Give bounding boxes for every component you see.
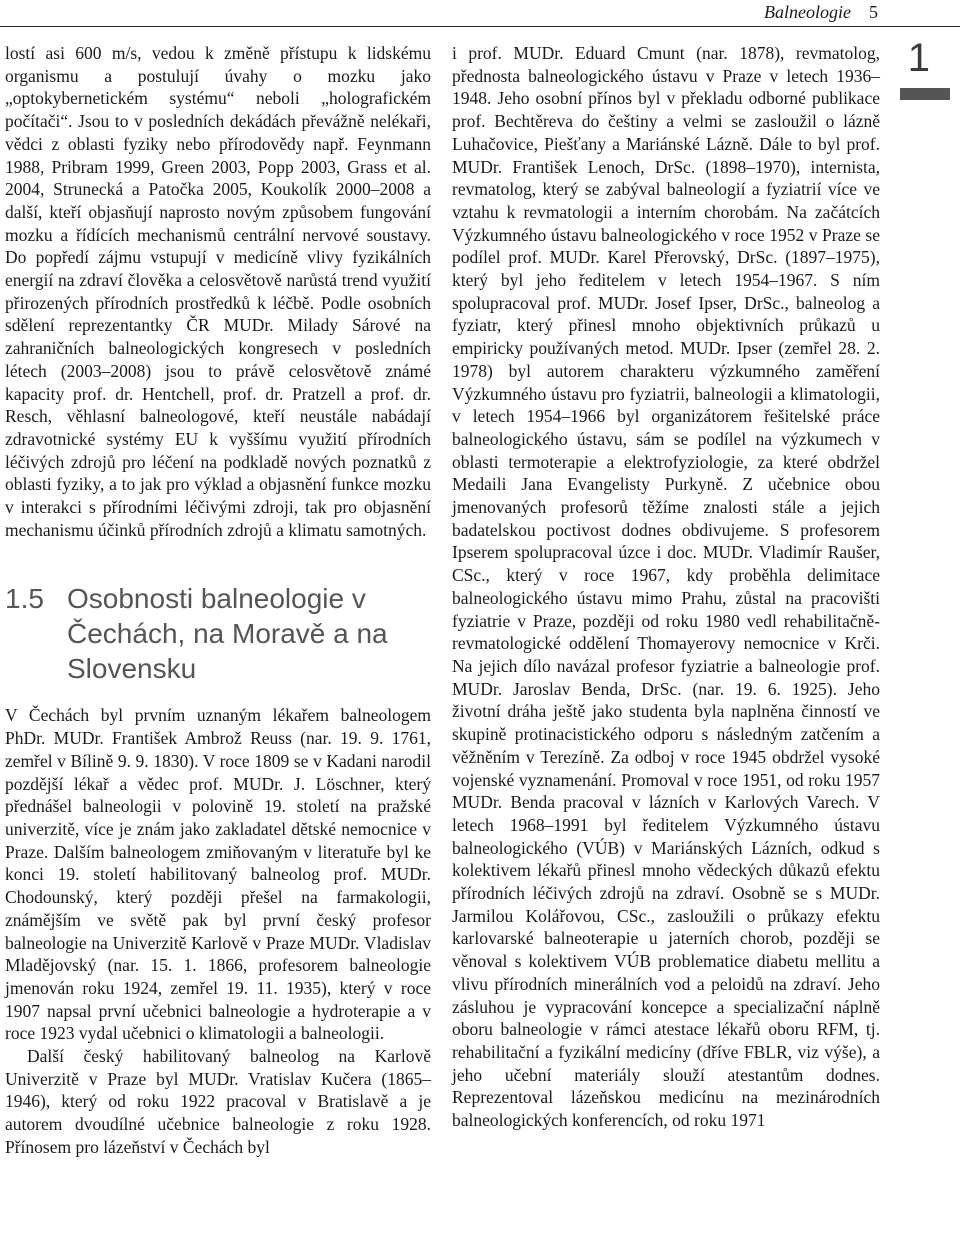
running-title: Balneologie <box>764 2 851 22</box>
body-paragraph: lostí asi 600 m/s, vedou k změně přístupu k lidskému organismu a postulují úvahy o mozku jako „optokybernetickém systému“ neboli „holografickém počítači“. Jsou to v posledních dekádách převážně nelékaři, vědci z oblasti fyziky nebo přírodovědy např. Feynmann 1988, Pribram 1999, Green 2003, Popp 2003, Grass et al. 2004, Strunecká a Patočka 2005, Koukolík 2000–2008 a další, kteří objasňují naprosto novým způsobem fungování mozku a řídících mechanismů centrální nervové soustavy. Do popředí zájmu vstupují v medicíně vlivy fyzikálních energií na zdraví člověka a celosvětově narůstá trend využití přirozených přírodních prostředků k léčbě. Podle osobních sdělení reprezentantky ČR MUDr. Milady Sárové na zahraničních balneologických kongresech v posledních létech (2003–2008) jsou to právě celosvětově známé kapacity prof. dr. Hentchell, prof. dr. Pratzell a prof. dr. Resch, věhlasní balneologové, kteří neustále nabádají zdravotnické systémy EU k vyššímu využití přírodních léčivých zdrojů pro léčení na podkladě nových poznatků z oblasti fyziky, a to jak pro výklad a objasnění funkce mozku v interakci s přírodními léčivými zdroji, tak pro objasnění mechanismu účinků přírodních zdrojů a klimatu samotných. <box>5 43 431 540</box>
chapter-tab-number: 1 <box>907 36 930 80</box>
section-heading <box>5 581 431 686</box>
page-number: 5 <box>869 2 878 22</box>
body-paragraph: i prof. MUDr. Eduard Cmunt (nar. 1878), revmatolog, přednosta balneologického ústavu v Praze v letech 1936–1948. Jeho osobní přínos byl v překladu odborné publikace prof. Bechtěreva do češtiny a velmi se zasloužil o lázně Luhačovice, Piešťany a Mariánské Lázně. Dále to byl prof. MUDr. František Lenoch, DrSc. (1898–1970), internista, revmatolog, který se zabýval balneologií a fyziatrií více ve vztahu k revmatologii a interním chorobám. Na začátcích Výzkumného ústavu balneologického v roce 1952 v Praze se podílel prof. MUDr. Karel Přerovský, DrSc. (1897–1975), který byl jeho ředitelem v letech 1954–1967. S ním spolupracoval prof. MUDr. Josef Ipser, DrSc., balneolog a fyziatr, který přinesl mnoho objektivních průkazů u empiricky používaných metod. MUDr. Ipser (zemřel 28. 2. 1978) byl autorem charakteru výzkumného zaměření Výzkumného ústavu pro fyziatrii, balneologii a klimatologii, v letech 1954–1966 byl organizátorem řešitelské práce balneologického ústavu, sám se podílel na výzkumech v oblasti termoterapie a elektrofyziologie, za které obdržel Medaili Jana Evangelisty Purkyně. Z učebnice obou jmenovaných profesorů těžíme znalosti stále a jejich badatelskou poctivost dodnes obdivujeme. S profesorem Ipserem spolupracoval úzce i doc. MUDr. Vladimír Raušer, CSc., který v roce 1967, kdy proběhla delimitace balneologického ústavu mimo Prahu, zůstal na pracovišti fyziatrie v Praze, později od roku 1980 vedl rehabilitačně-revmatologické oddělení Thomayerovy nemocnice v Krči. Na jejich dílo navázal profesor fyziatrie a balneologie prof. MUDr. Jaroslav Benda, DrSc. (nar. 19. 6. 1925). Jeho životní dráha ještě jako studenta byla naplněna činností ve skupině protinacistického odporu s následným zatčením a věžněním v Terezíně. Za odboj v roce 1945 obdržel vysoké vojenské vyznamenání. Promoval v roce 1951, od roku 1957 MUDr. Benda pracoval v lázních v Karlových Varech. V letech 1968–1991 byl ředitelem Výzkumného ústavu balneologického (VÚB) v Mariánských Lázních, odkud s kolektivem lékařů přinesl mnoho vědeckých důkazů efektu přírodních léčivých zdrojů na zdraví. Osobně se s MUDr. Jarmilou Kolářovou, CSc., zasloužili o průkazy efektu karlovarské balneoterapie u jaterních chorob, později se věnoval s kolektivem VÚB problematice diabetu mellitu a vlivu přírodních minerálních vod a peloidů na zdraví. Jeho zásluhou je vypracování koncepce a specializační náplně oboru balneologie v rámci atestace lékařů oboru RFM, tj. rehabilitační a fyzikální medicíny (dříve FBLR, viz výše), a jeho učební materiály slouží atestantům dodnes. Reprezentoval lázeňskou medicínu na mezinárodních balneologických konferencích, od roku 1971 <box>452 43 880 1131</box>
header-rule <box>0 26 960 27</box>
left-column <box>5 42 431 1159</box>
body-paragraph: V Čechách byl prvním uznaným lékařem balneologem PhDr. MUDr. František Ambrož Reuss (nar. 19. 9. 1761, zemřel v Bílině 9. 9. 1830). V roce 1809 se v Kadani narodil pozdější lékař a vědec prof. MUDr. J. Löschner, který přednášel balneologii v polovině 19. století na pražské univerzitě, více je znám jako zakladatel dětské nemocnice v Praze. Dalším balneologem zmiňovaným v literatuře byl ke konci 19. století habilitovaný balneolog prof. MUDr. Chodounský, který později přešel na farmakologii, známějším ve světě pak byl první český profesor balneologie na Univerzitě Karlově v Praze MUDr. Vladislav Mladějovský (nar. 15. 1. 1866, profesorem balneologie jmenován roku 1924, zemřel 19. 11. 1935), který v roce 1907 napsal první učebnici balneologie a hydroterapie a v roce 1923 vydal učebnici o klimatologii a balneologii. <box>5 705 431 1044</box>
chapter-tab-bar <box>900 88 950 100</box>
right-column <box>452 42 880 1132</box>
running-header <box>764 0 878 24</box>
body-paragraph: Další český habilitovaný balneolog na Karlově Univerzitě v Praze byl MUDr. Vratislav Kučera (1865–1946), který od roku 1922 pracoval v Bratislavě a je autorem dvoudílné učebnice balneologie z roku 1928. Přínosem pro lázeňství v Čechách byl <box>5 1046 431 1157</box>
section-title: Osobnosti balneologie v Čechách, na Moravě a na Slovensku <box>67 583 388 685</box>
section-number: 1.5 <box>5 583 44 615</box>
